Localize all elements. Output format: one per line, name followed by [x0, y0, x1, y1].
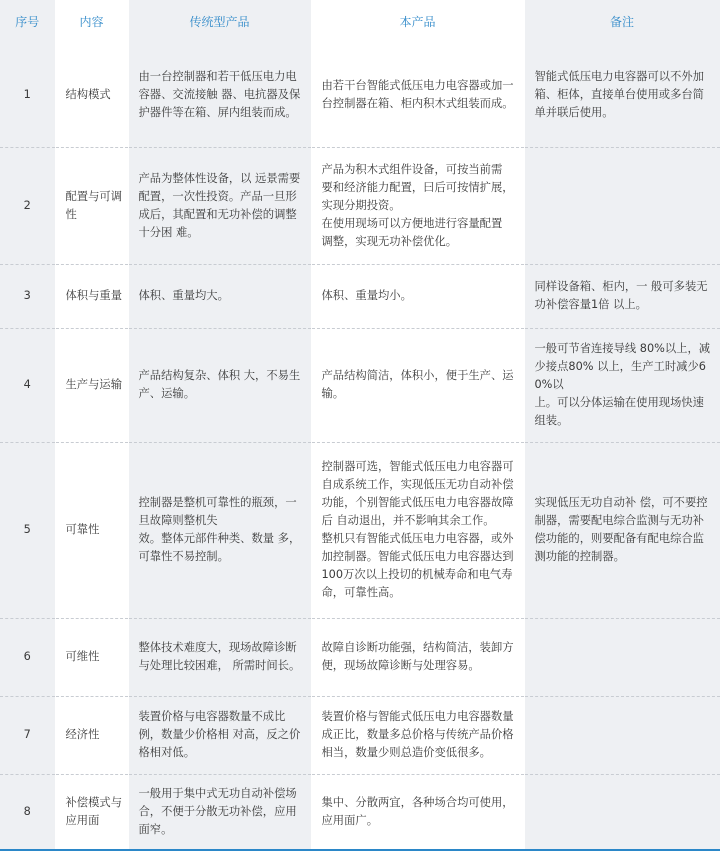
row-new: 装置价格与智能式低压电力电容器数量成正比，数量多总价格与传统产品价格相当，数量少则总造价变低很多。 [311, 696, 524, 774]
row-number: 8 [0, 774, 55, 850]
row-note [524, 774, 720, 850]
table-row [0, 147, 720, 264]
row-new: 产品结构简洁，体积小，便于生产、运输。 [311, 328, 524, 442]
row-traditional: 装置价格与电容器数量不成比例，数量少价格相 对高，反之价格相对低。 [128, 696, 311, 774]
row-item: 结构模式 [55, 43, 128, 147]
header-item: 内容 [55, 0, 128, 43]
row-note: 同样设备箱、柜内，一 般可多装无功补偿容量1倍 以上。 [524, 264, 720, 328]
row-number: 5 [0, 442, 55, 618]
row-new: 集中、分散两宜，各种场合均可使用，应用面广。 [311, 774, 524, 850]
table-row [0, 696, 720, 774]
row-number: 2 [0, 147, 55, 264]
row-traditional: 体积、重量均大。 [128, 264, 311, 328]
table-row [0, 618, 720, 696]
row-traditional: 产品为整体性设备，以 远景需要配置，一次性投资。产品一旦形成后，其配置和无功补偿的调整十分困 难。 [128, 147, 311, 264]
table-row [0, 328, 720, 442]
row-note [524, 147, 720, 264]
header-new: 本产品 [311, 0, 524, 43]
row-item: 体积与重量 [55, 264, 128, 328]
row-new: 体积、重量均小。 [311, 264, 524, 328]
row-note: 一般可节省连接导线 80%以上，减少接点80% 以上，生产工时减少60%以 上。可以分体运输在使用现场快速组装。 [524, 328, 720, 442]
row-number: 7 [0, 696, 55, 774]
row-number: 1 [0, 43, 55, 147]
table-row [0, 442, 720, 618]
row-item: 配置与可调性 [55, 147, 128, 264]
row-traditional: 由一台控制器和若干低压电力电容器、交流接触 器、电抗器及保护器件等在箱、屏内组装而成。 [128, 43, 311, 147]
header-traditional: 传统型产品 [128, 0, 311, 43]
row-item: 补偿模式与应用面 [55, 774, 128, 850]
header-row [0, 0, 720, 43]
row-item: 生产与运输 [55, 328, 128, 442]
row-new: 故障自诊断功能强，结构简洁，装卸方便，现场故障诊断与处理容易。 [311, 618, 524, 696]
row-note [524, 696, 720, 774]
row-number: 4 [0, 328, 55, 442]
row-item: 可维性 [55, 618, 128, 696]
header-no: 序号 [0, 0, 55, 43]
row-traditional: 一般用于集中式无功自动补偿场合，不便于分散无功补偿，应用面窄。 [128, 774, 311, 850]
row-new: 由若干台智能式低压电力电容器或加一台控制器在箱、柜内积木式组装而成。 [311, 43, 524, 147]
row-item: 可靠性 [55, 442, 128, 618]
row-number: 3 [0, 264, 55, 328]
row-note [524, 618, 720, 696]
row-note: 实现低压无功自动补 偿，可不要控制器，需要配电综合监测与无功补偿功能的，则要配备有配电综合监测功能的控制器。 [524, 442, 720, 618]
header-note: 备注 [524, 0, 720, 43]
row-note: 智能式低压电力电容器可以不外加箱、柜体，直接单台使用或多台简单并联后使用。 [524, 43, 720, 147]
table-row [0, 264, 720, 328]
row-traditional: 整体技术难度大，现场故障诊断与处理比较困难， 所需时间长。 [128, 618, 311, 696]
table-row [0, 43, 720, 147]
row-number: 6 [0, 618, 55, 696]
row-traditional: 产品结构复杂、体积 大，不易生产、运输。 [128, 328, 311, 442]
row-new: 产品为积木式组件设备，可按当前需 要和经济能力配置，曰后可按情扩展，实现分期投资。 在使用现场可以方便地进行容量配置 调整，实现无功补偿优化。 [311, 147, 524, 264]
table-row [0, 774, 720, 850]
row-item: 经济性 [55, 696, 128, 774]
row-new: 控制器可选，智能式低压电力电容器可自成系统工作，实现低压无功自动补偿功能，个别智能式低压电力电容器故障后 自动退出，并不影响其余工作。 整机只有智能式低压电力电容器，或外加控制器。智能式低压电力电容器达到100万次以上投切的机械寿命和电气寿命，可靠性高。 [311, 442, 524, 618]
row-traditional: 控制器是整机可靠性的瓶颈，一旦故障则整机失 效。整体元部件种类、数量 多，可靠性不易控制。 [128, 442, 311, 618]
